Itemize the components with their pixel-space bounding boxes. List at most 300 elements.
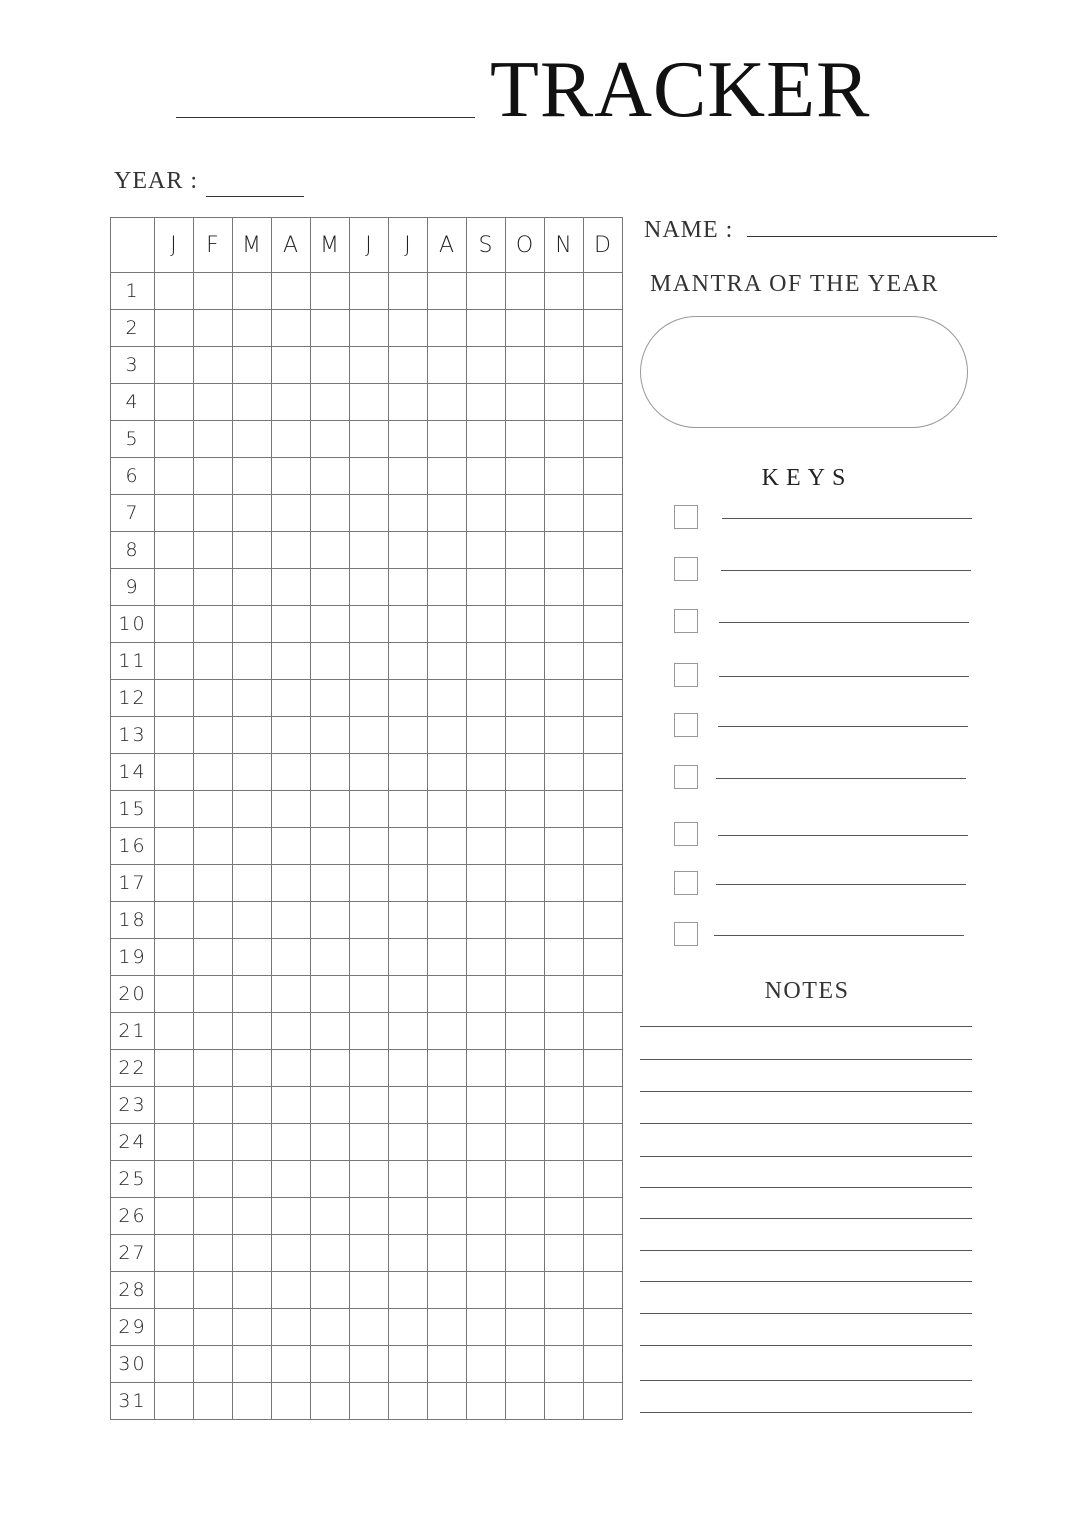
tracker-cell[interactable] bbox=[350, 1235, 389, 1272]
tracker-cell[interactable] bbox=[272, 865, 311, 902]
tracker-cell[interactable] bbox=[311, 1272, 350, 1309]
tracker-cell[interactable] bbox=[584, 754, 623, 791]
tracker-cell[interactable] bbox=[506, 939, 545, 976]
note-line[interactable] bbox=[640, 1313, 972, 1314]
tracker-cell[interactable] bbox=[389, 865, 428, 902]
note-line[interactable] bbox=[640, 1250, 972, 1251]
tracker-cell[interactable] bbox=[350, 643, 389, 680]
tracker-cell[interactable] bbox=[584, 1124, 623, 1161]
tracker-cell[interactable] bbox=[584, 495, 623, 532]
tracker-cell[interactable] bbox=[155, 865, 194, 902]
tracker-cell[interactable] bbox=[506, 421, 545, 458]
tracker-cell[interactable] bbox=[350, 347, 389, 384]
tracker-cell[interactable] bbox=[272, 643, 311, 680]
key-label-line[interactable] bbox=[719, 676, 969, 677]
key-checkbox[interactable] bbox=[674, 922, 698, 946]
tracker-cell[interactable] bbox=[467, 754, 506, 791]
key-checkbox[interactable] bbox=[674, 765, 698, 789]
tracker-cell[interactable] bbox=[545, 865, 584, 902]
tracker-cell[interactable] bbox=[233, 1087, 272, 1124]
tracker-cell[interactable] bbox=[194, 1235, 233, 1272]
tracker-cell[interactable] bbox=[506, 1050, 545, 1087]
tracker-cell[interactable] bbox=[428, 680, 467, 717]
tracker-cell[interactable] bbox=[233, 754, 272, 791]
tracker-cell[interactable] bbox=[155, 1383, 194, 1420]
tracker-cell[interactable] bbox=[155, 606, 194, 643]
tracker-cell[interactable] bbox=[467, 1050, 506, 1087]
tracker-cell[interactable] bbox=[311, 1346, 350, 1383]
tracker-cell[interactable] bbox=[428, 717, 467, 754]
tracker-cell[interactable] bbox=[389, 1272, 428, 1309]
tracker-cell[interactable] bbox=[350, 1087, 389, 1124]
tracker-cell[interactable] bbox=[194, 310, 233, 347]
tracker-cell[interactable] bbox=[272, 680, 311, 717]
tracker-cell[interactable] bbox=[584, 902, 623, 939]
tracker-cell[interactable] bbox=[272, 791, 311, 828]
tracker-cell[interactable] bbox=[311, 643, 350, 680]
tracker-cell[interactable] bbox=[233, 791, 272, 828]
tracker-cell[interactable] bbox=[506, 1383, 545, 1420]
tracker-cell[interactable] bbox=[428, 273, 467, 310]
tracker-cell[interactable] bbox=[311, 1161, 350, 1198]
tracker-cell[interactable] bbox=[584, 939, 623, 976]
tracker-cell[interactable] bbox=[233, 532, 272, 569]
tracker-cell[interactable] bbox=[506, 1198, 545, 1235]
tracker-cell[interactable] bbox=[155, 1198, 194, 1235]
tracker-cell[interactable] bbox=[467, 347, 506, 384]
tracker-cell[interactable] bbox=[506, 273, 545, 310]
tracker-cell[interactable] bbox=[506, 347, 545, 384]
tracker-cell[interactable] bbox=[233, 1050, 272, 1087]
tracker-cell[interactable] bbox=[194, 458, 233, 495]
tracker-cell[interactable] bbox=[311, 495, 350, 532]
tracker-cell[interactable] bbox=[467, 643, 506, 680]
tracker-cell[interactable] bbox=[506, 495, 545, 532]
tracker-cell[interactable] bbox=[506, 717, 545, 754]
tracker-cell[interactable] bbox=[428, 310, 467, 347]
tracker-cell[interactable] bbox=[389, 976, 428, 1013]
tracker-cell[interactable] bbox=[545, 680, 584, 717]
tracker-cell[interactable] bbox=[428, 754, 467, 791]
tracker-cell[interactable] bbox=[428, 384, 467, 421]
tracker-cell[interactable] bbox=[194, 1050, 233, 1087]
tracker-cell[interactable] bbox=[350, 902, 389, 939]
tracker-cell[interactable] bbox=[233, 1198, 272, 1235]
note-line[interactable] bbox=[640, 1218, 972, 1219]
tracker-cell[interactable] bbox=[467, 1383, 506, 1420]
tracker-cell[interactable] bbox=[311, 569, 350, 606]
tracker-cell[interactable] bbox=[506, 532, 545, 569]
note-line[interactable] bbox=[640, 1026, 972, 1027]
tracker-cell[interactable] bbox=[233, 1013, 272, 1050]
tracker-cell[interactable] bbox=[389, 458, 428, 495]
tracker-cell[interactable] bbox=[350, 1272, 389, 1309]
tracker-cell[interactable] bbox=[311, 606, 350, 643]
tracker-cell[interactable] bbox=[584, 458, 623, 495]
tracker-cell[interactable] bbox=[545, 976, 584, 1013]
tracker-cell[interactable] bbox=[155, 421, 194, 458]
tracker-cell[interactable] bbox=[155, 754, 194, 791]
key-label-line[interactable] bbox=[718, 726, 968, 727]
tracker-cell[interactable] bbox=[428, 791, 467, 828]
tracker-cell[interactable] bbox=[389, 273, 428, 310]
tracker-cell[interactable] bbox=[194, 1272, 233, 1309]
tracker-cell[interactable] bbox=[272, 939, 311, 976]
tracker-cell[interactable] bbox=[467, 1198, 506, 1235]
tracker-cell[interactable] bbox=[389, 1346, 428, 1383]
tracker-cell[interactable] bbox=[545, 532, 584, 569]
tracker-cell[interactable] bbox=[194, 717, 233, 754]
tracker-cell[interactable] bbox=[194, 1087, 233, 1124]
tracker-cell[interactable] bbox=[194, 754, 233, 791]
tracker-cell[interactable] bbox=[506, 976, 545, 1013]
tracker-cell[interactable] bbox=[233, 310, 272, 347]
tracker-cell[interactable] bbox=[311, 902, 350, 939]
tracker-cell[interactable] bbox=[350, 1161, 389, 1198]
tracker-cell[interactable] bbox=[467, 1013, 506, 1050]
tracker-cell[interactable] bbox=[155, 384, 194, 421]
tracker-cell[interactable] bbox=[155, 1309, 194, 1346]
tracker-cell[interactable] bbox=[506, 791, 545, 828]
tracker-cell[interactable] bbox=[467, 828, 506, 865]
title-blank-line[interactable] bbox=[176, 117, 475, 118]
tracker-cell[interactable] bbox=[311, 458, 350, 495]
tracker-cell[interactable] bbox=[584, 1383, 623, 1420]
tracker-cell[interactable] bbox=[584, 1087, 623, 1124]
note-line[interactable] bbox=[640, 1281, 972, 1282]
key-checkbox[interactable] bbox=[674, 871, 698, 895]
tracker-cell[interactable] bbox=[233, 458, 272, 495]
tracker-cell[interactable] bbox=[272, 1198, 311, 1235]
tracker-cell[interactable] bbox=[506, 1272, 545, 1309]
tracker-cell[interactable] bbox=[428, 865, 467, 902]
tracker-cell[interactable] bbox=[350, 717, 389, 754]
tracker-cell[interactable] bbox=[467, 421, 506, 458]
tracker-cell[interactable] bbox=[545, 1087, 584, 1124]
tracker-cell[interactable] bbox=[350, 532, 389, 569]
tracker-cell[interactable] bbox=[467, 458, 506, 495]
tracker-cell[interactable] bbox=[194, 1383, 233, 1420]
tracker-cell[interactable] bbox=[155, 495, 194, 532]
tracker-cell[interactable] bbox=[584, 384, 623, 421]
tracker-cell[interactable] bbox=[545, 828, 584, 865]
key-label-line[interactable] bbox=[719, 622, 969, 623]
tracker-cell[interactable] bbox=[545, 643, 584, 680]
tracker-cell[interactable] bbox=[194, 1198, 233, 1235]
tracker-cell[interactable] bbox=[272, 606, 311, 643]
tracker-cell[interactable] bbox=[467, 384, 506, 421]
tracker-cell[interactable] bbox=[311, 273, 350, 310]
tracker-cell[interactable] bbox=[272, 717, 311, 754]
tracker-cell[interactable] bbox=[311, 791, 350, 828]
tracker-cell[interactable] bbox=[194, 865, 233, 902]
key-checkbox[interactable] bbox=[674, 713, 698, 737]
tracker-cell[interactable] bbox=[389, 828, 428, 865]
tracker-cell[interactable] bbox=[428, 828, 467, 865]
tracker-cell[interactable] bbox=[584, 273, 623, 310]
tracker-cell[interactable] bbox=[272, 1346, 311, 1383]
tracker-cell[interactable] bbox=[584, 1050, 623, 1087]
tracker-cell[interactable] bbox=[584, 606, 623, 643]
tracker-cell[interactable] bbox=[233, 680, 272, 717]
tracker-cell[interactable] bbox=[506, 865, 545, 902]
tracker-cell[interactable] bbox=[194, 273, 233, 310]
tracker-cell[interactable] bbox=[584, 680, 623, 717]
key-label-line[interactable] bbox=[722, 518, 972, 519]
tracker-cell[interactable] bbox=[467, 1235, 506, 1272]
tracker-cell[interactable] bbox=[233, 939, 272, 976]
tracker-cell[interactable] bbox=[467, 606, 506, 643]
tracker-cell[interactable] bbox=[233, 1161, 272, 1198]
tracker-cell[interactable] bbox=[545, 717, 584, 754]
tracker-cell[interactable] bbox=[233, 865, 272, 902]
tracker-cell[interactable] bbox=[233, 495, 272, 532]
tracker-cell[interactable] bbox=[155, 1087, 194, 1124]
tracker-cell[interactable] bbox=[467, 791, 506, 828]
tracker-cell[interactable] bbox=[233, 1346, 272, 1383]
tracker-cell[interactable] bbox=[350, 310, 389, 347]
tracker-cell[interactable] bbox=[311, 1087, 350, 1124]
tracker-cell[interactable] bbox=[233, 643, 272, 680]
name-input-line[interactable] bbox=[747, 236, 997, 237]
tracker-cell[interactable] bbox=[467, 976, 506, 1013]
tracker-cell[interactable] bbox=[545, 606, 584, 643]
tracker-cell[interactable] bbox=[272, 1272, 311, 1309]
note-line[interactable] bbox=[640, 1156, 972, 1157]
tracker-cell[interactable] bbox=[311, 1013, 350, 1050]
tracker-cell[interactable] bbox=[506, 828, 545, 865]
tracker-cell[interactable] bbox=[194, 828, 233, 865]
tracker-cell[interactable] bbox=[389, 1087, 428, 1124]
tracker-cell[interactable] bbox=[545, 1161, 584, 1198]
tracker-cell[interactable] bbox=[428, 939, 467, 976]
tracker-cell[interactable] bbox=[233, 569, 272, 606]
tracker-cell[interactable] bbox=[506, 1087, 545, 1124]
tracker-cell[interactable] bbox=[467, 902, 506, 939]
tracker-cell[interactable] bbox=[155, 1161, 194, 1198]
tracker-cell[interactable] bbox=[506, 384, 545, 421]
tracker-cell[interactable] bbox=[389, 1383, 428, 1420]
tracker-cell[interactable] bbox=[194, 495, 233, 532]
tracker-cell[interactable] bbox=[545, 1383, 584, 1420]
tracker-cell[interactable] bbox=[584, 310, 623, 347]
tracker-cell[interactable] bbox=[233, 828, 272, 865]
tracker-cell[interactable] bbox=[350, 1346, 389, 1383]
tracker-cell[interactable] bbox=[584, 532, 623, 569]
tracker-cell[interactable] bbox=[233, 606, 272, 643]
tracker-cell[interactable] bbox=[467, 1161, 506, 1198]
note-line[interactable] bbox=[640, 1412, 972, 1413]
tracker-cell[interactable] bbox=[428, 1124, 467, 1161]
tracker-cell[interactable] bbox=[506, 1309, 545, 1346]
tracker-cell[interactable] bbox=[584, 828, 623, 865]
tracker-cell[interactable] bbox=[311, 1198, 350, 1235]
tracker-cell[interactable] bbox=[350, 939, 389, 976]
tracker-cell[interactable] bbox=[584, 1198, 623, 1235]
tracker-cell[interactable] bbox=[311, 717, 350, 754]
key-label-line[interactable] bbox=[721, 570, 971, 571]
year-input-line[interactable] bbox=[206, 196, 304, 197]
tracker-cell[interactable] bbox=[155, 310, 194, 347]
tracker-cell[interactable] bbox=[272, 1050, 311, 1087]
tracker-cell[interactable] bbox=[428, 1013, 467, 1050]
tracker-cell[interactable] bbox=[194, 939, 233, 976]
tracker-cell[interactable] bbox=[467, 569, 506, 606]
tracker-cell[interactable] bbox=[155, 1235, 194, 1272]
tracker-cell[interactable] bbox=[311, 1235, 350, 1272]
tracker-cell[interactable] bbox=[467, 939, 506, 976]
tracker-cell[interactable] bbox=[155, 458, 194, 495]
tracker-cell[interactable] bbox=[155, 532, 194, 569]
tracker-cell[interactable] bbox=[467, 865, 506, 902]
tracker-cell[interactable] bbox=[311, 1383, 350, 1420]
tracker-cell[interactable] bbox=[428, 569, 467, 606]
tracker-cell[interactable] bbox=[584, 1346, 623, 1383]
tracker-cell[interactable] bbox=[350, 680, 389, 717]
tracker-cell[interactable] bbox=[155, 273, 194, 310]
tracker-cell[interactable] bbox=[272, 273, 311, 310]
tracker-cell[interactable] bbox=[194, 606, 233, 643]
tracker-cell[interactable] bbox=[194, 1013, 233, 1050]
tracker-cell[interactable] bbox=[467, 680, 506, 717]
tracker-cell[interactable] bbox=[545, 1309, 584, 1346]
tracker-cell[interactable] bbox=[467, 310, 506, 347]
tracker-cell[interactable] bbox=[350, 828, 389, 865]
tracker-cell[interactable] bbox=[311, 384, 350, 421]
tracker-cell[interactable] bbox=[584, 865, 623, 902]
tracker-cell[interactable] bbox=[155, 1050, 194, 1087]
key-checkbox[interactable] bbox=[674, 505, 698, 529]
tracker-cell[interactable] bbox=[467, 495, 506, 532]
tracker-cell[interactable] bbox=[545, 421, 584, 458]
tracker-cell[interactable] bbox=[428, 902, 467, 939]
tracker-cell[interactable] bbox=[194, 421, 233, 458]
tracker-cell[interactable] bbox=[584, 1013, 623, 1050]
tracker-cell[interactable] bbox=[506, 310, 545, 347]
tracker-cell[interactable] bbox=[350, 273, 389, 310]
tracker-cell[interactable] bbox=[272, 1087, 311, 1124]
tracker-cell[interactable] bbox=[389, 532, 428, 569]
tracker-cell[interactable] bbox=[389, 384, 428, 421]
tracker-cell[interactable] bbox=[428, 1050, 467, 1087]
tracker-cell[interactable] bbox=[467, 1272, 506, 1309]
tracker-cell[interactable] bbox=[389, 1013, 428, 1050]
tracker-cell[interactable] bbox=[506, 680, 545, 717]
tracker-cell[interactable] bbox=[506, 1124, 545, 1161]
tracker-cell[interactable] bbox=[506, 643, 545, 680]
tracker-cell[interactable] bbox=[389, 1235, 428, 1272]
tracker-cell[interactable] bbox=[545, 1272, 584, 1309]
tracker-cell[interactable] bbox=[272, 421, 311, 458]
tracker-cell[interactable] bbox=[545, 1198, 584, 1235]
tracker-cell[interactable] bbox=[272, 569, 311, 606]
tracker-cell[interactable] bbox=[428, 1272, 467, 1309]
tracker-cell[interactable] bbox=[584, 347, 623, 384]
tracker-cell[interactable] bbox=[350, 569, 389, 606]
tracker-cell[interactable] bbox=[194, 1346, 233, 1383]
tracker-cell[interactable] bbox=[467, 717, 506, 754]
tracker-cell[interactable] bbox=[272, 458, 311, 495]
tracker-cell[interactable] bbox=[584, 1161, 623, 1198]
tracker-cell[interactable] bbox=[311, 310, 350, 347]
tracker-cell[interactable] bbox=[389, 680, 428, 717]
tracker-cell[interactable] bbox=[428, 1161, 467, 1198]
tracker-cell[interactable] bbox=[545, 569, 584, 606]
tracker-cell[interactable] bbox=[311, 532, 350, 569]
tracker-cell[interactable] bbox=[350, 1124, 389, 1161]
tracker-cell[interactable] bbox=[584, 643, 623, 680]
tracker-cell[interactable] bbox=[233, 717, 272, 754]
tracker-cell[interactable] bbox=[155, 569, 194, 606]
tracker-cell[interactable] bbox=[194, 569, 233, 606]
tracker-cell[interactable] bbox=[545, 273, 584, 310]
tracker-cell[interactable] bbox=[194, 1161, 233, 1198]
tracker-cell[interactable] bbox=[389, 939, 428, 976]
tracker-cell[interactable] bbox=[545, 1013, 584, 1050]
tracker-cell[interactable] bbox=[389, 421, 428, 458]
tracker-cell[interactable] bbox=[506, 458, 545, 495]
tracker-cell[interactable] bbox=[233, 976, 272, 1013]
tracker-cell[interactable] bbox=[389, 495, 428, 532]
key-label-line[interactable] bbox=[716, 778, 966, 779]
tracker-cell[interactable] bbox=[155, 680, 194, 717]
key-label-line[interactable] bbox=[714, 935, 964, 936]
tracker-cell[interactable] bbox=[389, 791, 428, 828]
tracker-cell[interactable] bbox=[233, 1124, 272, 1161]
tracker-cell[interactable] bbox=[545, 1124, 584, 1161]
tracker-cell[interactable] bbox=[389, 310, 428, 347]
tracker-cell[interactable] bbox=[428, 976, 467, 1013]
tracker-cell[interactable] bbox=[155, 976, 194, 1013]
tracker-cell[interactable] bbox=[272, 828, 311, 865]
tracker-cell[interactable] bbox=[506, 606, 545, 643]
tracker-cell[interactable] bbox=[545, 939, 584, 976]
tracker-cell[interactable] bbox=[545, 384, 584, 421]
tracker-cell[interactable] bbox=[389, 1309, 428, 1346]
tracker-cell[interactable] bbox=[584, 1272, 623, 1309]
tracker-cell[interactable] bbox=[350, 976, 389, 1013]
tracker-cell[interactable] bbox=[350, 1013, 389, 1050]
tracker-cell[interactable] bbox=[155, 347, 194, 384]
tracker-cell[interactable] bbox=[272, 1235, 311, 1272]
tracker-cell[interactable] bbox=[428, 532, 467, 569]
tracker-cell[interactable] bbox=[272, 384, 311, 421]
tracker-cell[interactable] bbox=[389, 347, 428, 384]
tracker-cell[interactable] bbox=[428, 606, 467, 643]
tracker-cell[interactable] bbox=[233, 1383, 272, 1420]
tracker-cell[interactable] bbox=[506, 569, 545, 606]
tracker-cell[interactable] bbox=[311, 754, 350, 791]
tracker-cell[interactable] bbox=[389, 902, 428, 939]
tracker-cell[interactable] bbox=[428, 347, 467, 384]
tracker-cell[interactable] bbox=[233, 384, 272, 421]
note-line[interactable] bbox=[640, 1380, 972, 1381]
mantra-box[interactable] bbox=[640, 316, 968, 428]
tracker-cell[interactable] bbox=[155, 643, 194, 680]
tracker-cell[interactable] bbox=[389, 569, 428, 606]
tracker-cell[interactable] bbox=[545, 754, 584, 791]
tracker-cell[interactable] bbox=[389, 717, 428, 754]
tracker-cell[interactable] bbox=[272, 1013, 311, 1050]
tracker-cell[interactable] bbox=[272, 1383, 311, 1420]
tracker-cell[interactable] bbox=[545, 791, 584, 828]
tracker-cell[interactable] bbox=[389, 643, 428, 680]
key-checkbox[interactable] bbox=[674, 609, 698, 633]
tracker-cell[interactable] bbox=[272, 495, 311, 532]
tracker-cell[interactable] bbox=[545, 1235, 584, 1272]
key-checkbox[interactable] bbox=[674, 557, 698, 581]
tracker-cell[interactable] bbox=[194, 680, 233, 717]
